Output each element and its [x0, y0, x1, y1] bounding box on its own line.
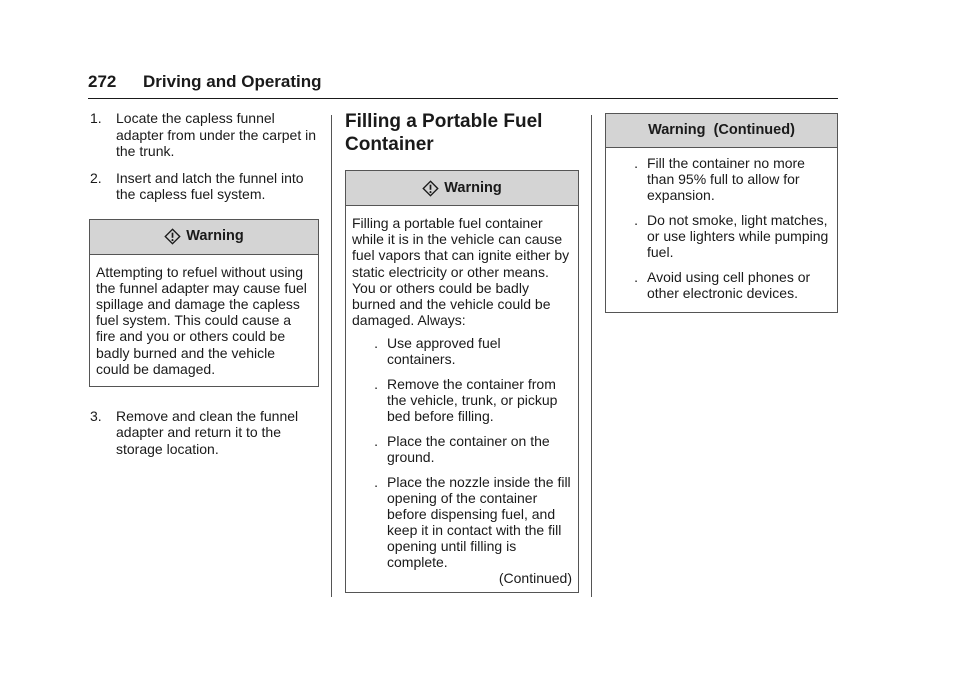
warning-header	[90, 220, 318, 255]
warning-box	[345, 170, 579, 593]
warning-box	[89, 219, 319, 387]
bullet-text: Place the nozzle inside the fill opening of the container before dispensing fuel, and keep it in contact with the fill opening until filling is complete.	[387, 474, 571, 571]
warning-text: Attempting to refuel without using the funnel adapter may cause fuel spillage and damage the capless fuel system. This could cause a fire and you or others could be badly burned and the vehicle could be damaged.	[96, 263, 307, 377]
section-title: Driving and Operating	[143, 72, 322, 91]
warning-text: Filling a portable fuel container while it is in the vehicle can cause fuel vapors that can ignite either by static electricity or other means. You or others could be badly burned and the vehicle could be damaged. Always:	[352, 215, 570, 329]
page-header	[88, 72, 838, 98]
bullet-item	[352, 474, 572, 570]
bullet-text: Do not smoke, light matches, or use lighters while pumping fuel.	[647, 212, 829, 260]
step-item	[90, 170, 320, 203]
bullet-marker: .	[634, 155, 638, 171]
bullet-item	[352, 376, 572, 424]
warning-header	[606, 114, 837, 148]
step-text: Remove and clean the funnel adapter and return it to the storage location.	[116, 407, 299, 457]
column-divider	[591, 115, 592, 597]
bullet-marker: .	[634, 269, 638, 285]
warning-header	[346, 171, 578, 206]
step-number: 1.	[90, 110, 102, 126]
warning-icon	[164, 228, 181, 245]
warning-bullet-list	[612, 155, 831, 301]
warning-title: Warning	[186, 228, 244, 245]
step-number: 3.	[90, 407, 102, 424]
warning-body	[606, 148, 837, 312]
bullet-text: Remove the container from the vehicle, trunk, or pickup bed before filling.	[387, 376, 558, 425]
step-item	[90, 408, 320, 458]
warning-body	[90, 255, 318, 386]
header-rule	[88, 98, 838, 99]
bullet-text: Fill the container no more than 95% full to allow for expansion.	[647, 155, 805, 203]
column-2	[345, 110, 579, 593]
bullet-marker: .	[374, 474, 378, 491]
column-1	[90, 110, 320, 467]
warning-box	[605, 113, 838, 313]
bullet-text: Place the container on the ground.	[387, 433, 550, 466]
bullet-marker: .	[374, 433, 378, 450]
warning-icon	[422, 180, 439, 197]
bullet-item	[352, 335, 572, 367]
bullet-text: Use approved fuel containers.	[387, 335, 501, 368]
column-divider	[331, 115, 332, 597]
warning-body	[346, 206, 578, 592]
warning-title: Warning (Continued)	[648, 122, 795, 139]
bullet-marker: .	[374, 335, 378, 352]
bullet-item	[612, 212, 831, 260]
subsection-heading: Filling a Portable Fuel Container	[345, 111, 543, 155]
step-text: Locate the capless funnel adapter from under the carpet in the trunk.	[116, 110, 317, 159]
continued-label: (Continued)	[498, 570, 572, 587]
bullet-item	[612, 269, 831, 301]
bullet-text: Avoid using cell phones or other electronic devices.	[647, 269, 811, 301]
page-number: 272	[88, 72, 117, 91]
step-item	[90, 110, 320, 160]
bullet-item	[612, 155, 831, 203]
bullet-marker: .	[634, 212, 638, 228]
warning-title: Warning	[444, 179, 502, 196]
bullet-marker: .	[374, 376, 378, 393]
step-number: 2.	[90, 169, 102, 186]
step-text: Insert and latch the funnel into the capless fuel system.	[116, 169, 304, 202]
column-3	[605, 113, 838, 313]
bullet-item	[352, 433, 572, 465]
warning-bullet-list	[352, 335, 572, 570]
